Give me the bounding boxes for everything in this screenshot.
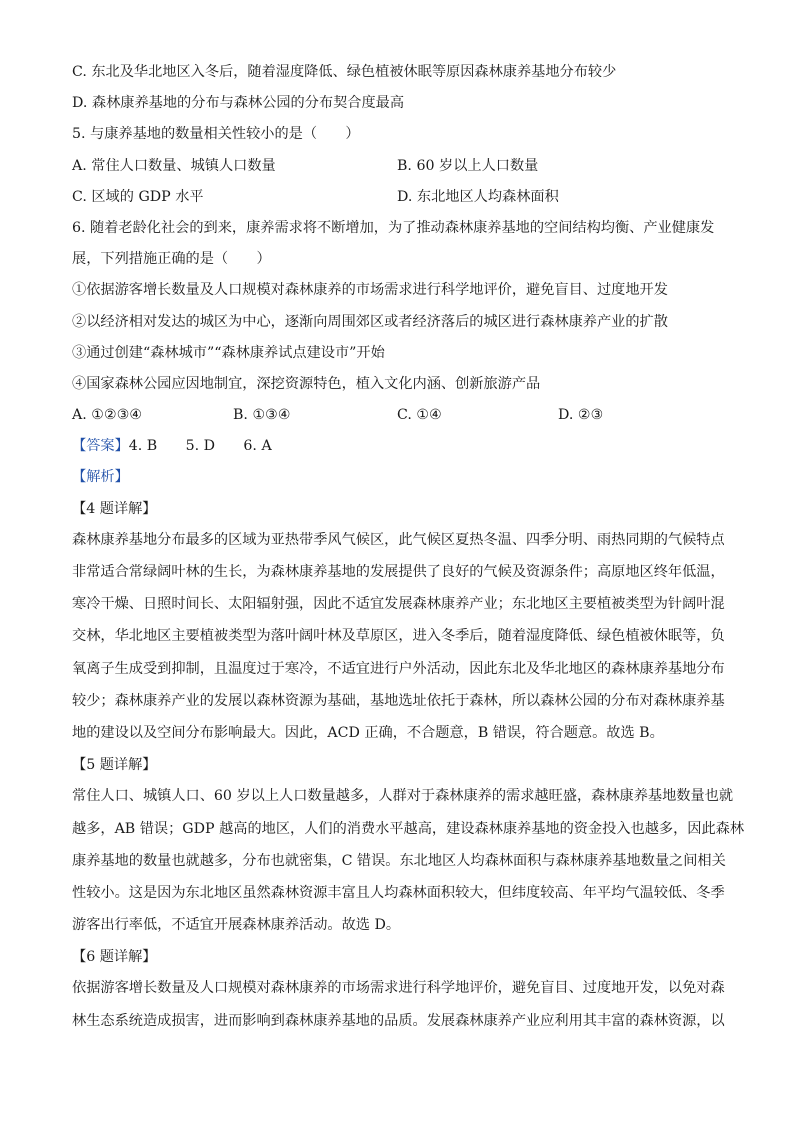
q5-stem: 5. 与康养基地的数量相关性较小的是（ ） bbox=[72, 126, 360, 143]
analysis-label: 【解析】 bbox=[72, 469, 129, 486]
q6-item-3: ③通过创建“森林城市”“森林康养试点建设市”开始 bbox=[72, 344, 385, 361]
q6-item-1: ①依据游客增长数量及人口规模对森林康养的市场需求进行科学地评价，避免盲目、过度地开发 bbox=[72, 282, 668, 299]
detail-5-line: 游客出行率低，不适宜开展森林康养活动。故选 D。 bbox=[72, 917, 401, 934]
detail-5-body bbox=[72, 786, 745, 935]
detail-4-line: 非常适合常绿阔叶林的生长，为森林康养基地的发展提供了良好的气候及资源条件；高原地区终年低温， bbox=[72, 564, 725, 580]
detail-4-body bbox=[72, 530, 732, 743]
answer-line bbox=[72, 436, 732, 456]
detail-4-label: 【4 题详解】 bbox=[72, 500, 157, 517]
detail-4-line: 氧离子生成受到抑制，且温度过于寒冷，不适宜进行户外活动，因此东北及华北地区的森林康养基地分布 bbox=[72, 660, 725, 677]
q6-item-4: ④国家森林公园应因地制宜，深挖资源特色，植入文化内涵、创新旅游产品 bbox=[72, 375, 541, 392]
q5-option-c: C. 区域的 GDP 水平 bbox=[72, 188, 204, 205]
q4-option-d: D. 森林康养基地的分布与森林公园的分布契合度最高 bbox=[72, 95, 405, 112]
q5-option-b: B. 60 岁以上人口数量 bbox=[397, 157, 539, 174]
detail-4-line: 交林，华北地区主要植被类型为落叶阔叶林及草原区，进入冬季后，随着湿度降低、绿色植被休眠等，负 bbox=[72, 628, 725, 645]
answer-label: 【答案】 bbox=[72, 438, 129, 455]
q6-option-d: D. ②③ bbox=[558, 407, 604, 424]
detail-6-line: 林生态系统造成损害，进而影响到森林康养基地的品质。发展森林康养产业应利用其丰富的森林资源，以 bbox=[72, 1012, 725, 1029]
q6-option-a: A. ①②③④ bbox=[72, 407, 143, 424]
q4-option-c: C. 东北及华北地区入冬后，随着湿度降低、绿色植被休眠等原因森林康养基地分布较少 bbox=[72, 64, 617, 80]
q6-option-c: C. ①④ bbox=[397, 407, 442, 424]
detail-5-line: 康养基地的数量也就越多，分布也就密集，C 错误。东北地区人均森林面积与森林康养基地数量之间相关 bbox=[72, 852, 726, 869]
q6-item-2: ②以经济相对发达的城区为中心，逐渐向周围郊区或者经济落后的城区进行森林康养产业的扩散 bbox=[72, 313, 668, 330]
detail-5-label: 【5 题详解】 bbox=[72, 757, 157, 774]
detail-4-line: 寒冷干燥、日照时间长、太阳辐射强，因此不适宜发展森林康养产业；东北地区主要植被类型为针阔叶混 bbox=[72, 596, 725, 613]
detail-4-line: 地的建设以及空间分布影响最大。因此，ACD 正确，不合题意，B 错误，符合题意。故选 B。 bbox=[72, 724, 664, 741]
q5-option-a: A. 常住人口数量、城镇人口数量 bbox=[72, 157, 276, 174]
detail-5-line: 越多，AB 错误；GDP 越高的地区，人们的消费水平越高，建设森林康养基地的资金投入也越多，因此森林 bbox=[72, 820, 745, 837]
answer-text: 4. B 5. D 6. A bbox=[128, 438, 272, 455]
detail-4-line: 森林康养基地分布最多的区域为亚热带季风气候区，此气候区夏热冬温、四季分明、雨热同期的气候特点 bbox=[72, 531, 725, 548]
detail-6-line: 依据游客增长数量及人口规模对森林康养的市场需求进行科学地评价，避免盲目、过度地开发，以免对森 bbox=[72, 980, 725, 997]
q6-options-row bbox=[72, 405, 732, 425]
q5-options-row-1 bbox=[72, 156, 732, 176]
detail-6-label: 【6 题详解】 bbox=[72, 949, 157, 966]
q6-option-b: B. ①③④ bbox=[233, 407, 291, 424]
q5-option-d: D. 东北地区人均森林面积 bbox=[397, 188, 559, 205]
document-page bbox=[72, 62, 745, 1043]
q6-stem-line-1: 6. 随着老龄化社会的到来，康养需求将不断增加，为了推动森林康养基地的空间结构均衡、产业健康发 bbox=[72, 219, 715, 236]
detail-5-line: 性较小。这是因为东北地区虽然森林资源丰富且人均森林面积较大，但纬度较高、年平均气温较低、冬季 bbox=[72, 884, 725, 901]
detail-5-line: 常住人口、城镇人口、60 岁以上人口数量越多，人群对于森林康养的需求越旺盛，森林康养基地数量也就 bbox=[72, 788, 734, 805]
detail-4-line: 较少；森林康养产业的发展以森林资源为基础，基地选址依托于森林，所以森林公园的分布对森林康养基 bbox=[72, 692, 725, 709]
q6-stem-line-2: 展，下列措施正确的是（ ） bbox=[72, 251, 271, 268]
q5-options-row-2 bbox=[72, 187, 732, 207]
detail-6-body bbox=[72, 978, 732, 1030]
